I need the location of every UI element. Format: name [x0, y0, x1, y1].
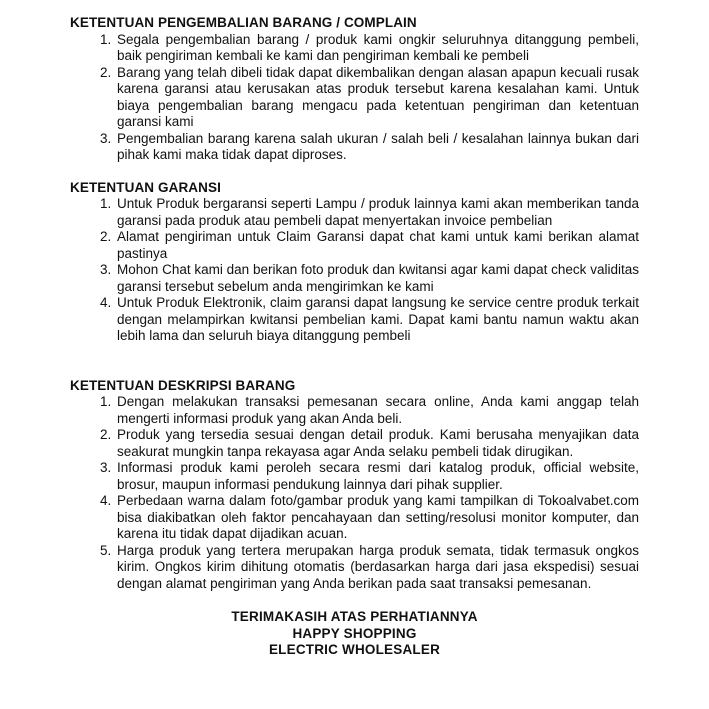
list-item: 4. Untuk Produk Elektronik, claim garansi dapat langsung ke service centre produk terkait dengan melampirkan kwitansi pembelian kami. Dapat kami bantu namun waktu akan lebih lama dan seluruh biaya ditanggung pembeli [115, 295, 639, 345]
list-item: 3. Mohon Chat kami dan berikan foto produk dan kwitansi agar kami dapat check validitas garansi tersebut sebelum anda mengirimkan ke kami [115, 262, 639, 295]
deskripsi-list [70, 394, 639, 592]
list-item: 2. Barang yang telah dibeli tidak dapat dikembalikan dengan alasan apapun kecuali rusak karena garansi atau kerusakan atas produk tersebut karena kesalahan kami. Untuk biaya pengembalian barang mengacu pada ketentuan pengiriman dan ketentuan garansi kami [115, 65, 639, 131]
list-item: 3. Pengembalian barang karena salah ukuran / salah beli / kesalahan lainnya bukan dari pihak kami maka tidak dapat diproses. [115, 131, 639, 164]
section-deskripsi-barang [70, 378, 639, 593]
closing-line-brand: ELECTRIC WHOLESALER [268, 642, 441, 657]
closing-message [70, 609, 639, 659]
section-title-garansi: KETENTUAN GARANSI [70, 179, 221, 195]
section-title-deskripsi: KETENTUAN DESKRIPSI BARANG [70, 377, 296, 393]
garansi-list [70, 196, 639, 345]
list-item: 2. Alamat pengiriman untuk Claim Garansi dapat chat kami untuk kami berikan alamat pastinya [115, 229, 639, 262]
list-item: 1. Dengan melakukan transaksi pemesanan secara online, Anda kami anggap telah mengerti informasi produk yang akan Anda beli. [115, 394, 639, 427]
closing-line-happy-shopping: HAPPY SHOPPING [292, 625, 417, 641]
closing-line-thanks: TERIMAKASIH ATAS PERHATIANNYA [231, 609, 478, 624]
list-item: 4. Perbedaan warna dalam foto/gambar produk yang kami tampilkan di Tokoalvabet.com bisa diakibatkan oleh faktor pencahayaan dan setting/resolusi monitor komputer, dan karena itu tidak dapat dijadikan acuan. [115, 493, 639, 543]
section-pengembalian-barang [70, 15, 639, 164]
list-item: 2. Produk yang tersedia sesuai dengan detail produk. Kami berusaha menyajikan data seakurat mungkin tanpa rekayasa agar Anda selaku pembeli tidak dirugikan. [115, 427, 639, 460]
list-item: 3. Informasi produk kami peroleh secara resmi dari katalog produk, official website, brosur, maupun informasi pendukung lainnya dari pihak supplier. [115, 460, 639, 493]
section-garansi [70, 180, 639, 345]
list-item: 1. Untuk Produk bergaransi seperti Lampu / produk lainnya kami akan memberikan tanda garansi pada produk atau pembeli dapat menyertakan invoice pembelian [115, 196, 639, 229]
list-item: 5. Harga produk yang tertera merupakan harga produk semata, tidak termasuk ongkos kirim. Ongkos kirim dihitung otomatis (berdasarkan harga dari jasa ekspedisi) sesuai dengan alamat pengiriman yang Anda berikan pada saat transaksi pemesanan. [115, 543, 639, 593]
section-title-pengembalian: KETENTUAN PENGEMBALIAN BARANG / COMPLAIN [70, 15, 417, 30]
list-item: 1. Segala pengembalian barang / produk kami ongkir seluruhnya ditanggung pembeli, baik pengiriman kembali ke kami dan pengiriman kembali ke pembeli [115, 32, 639, 65]
pengembalian-list [70, 32, 639, 164]
